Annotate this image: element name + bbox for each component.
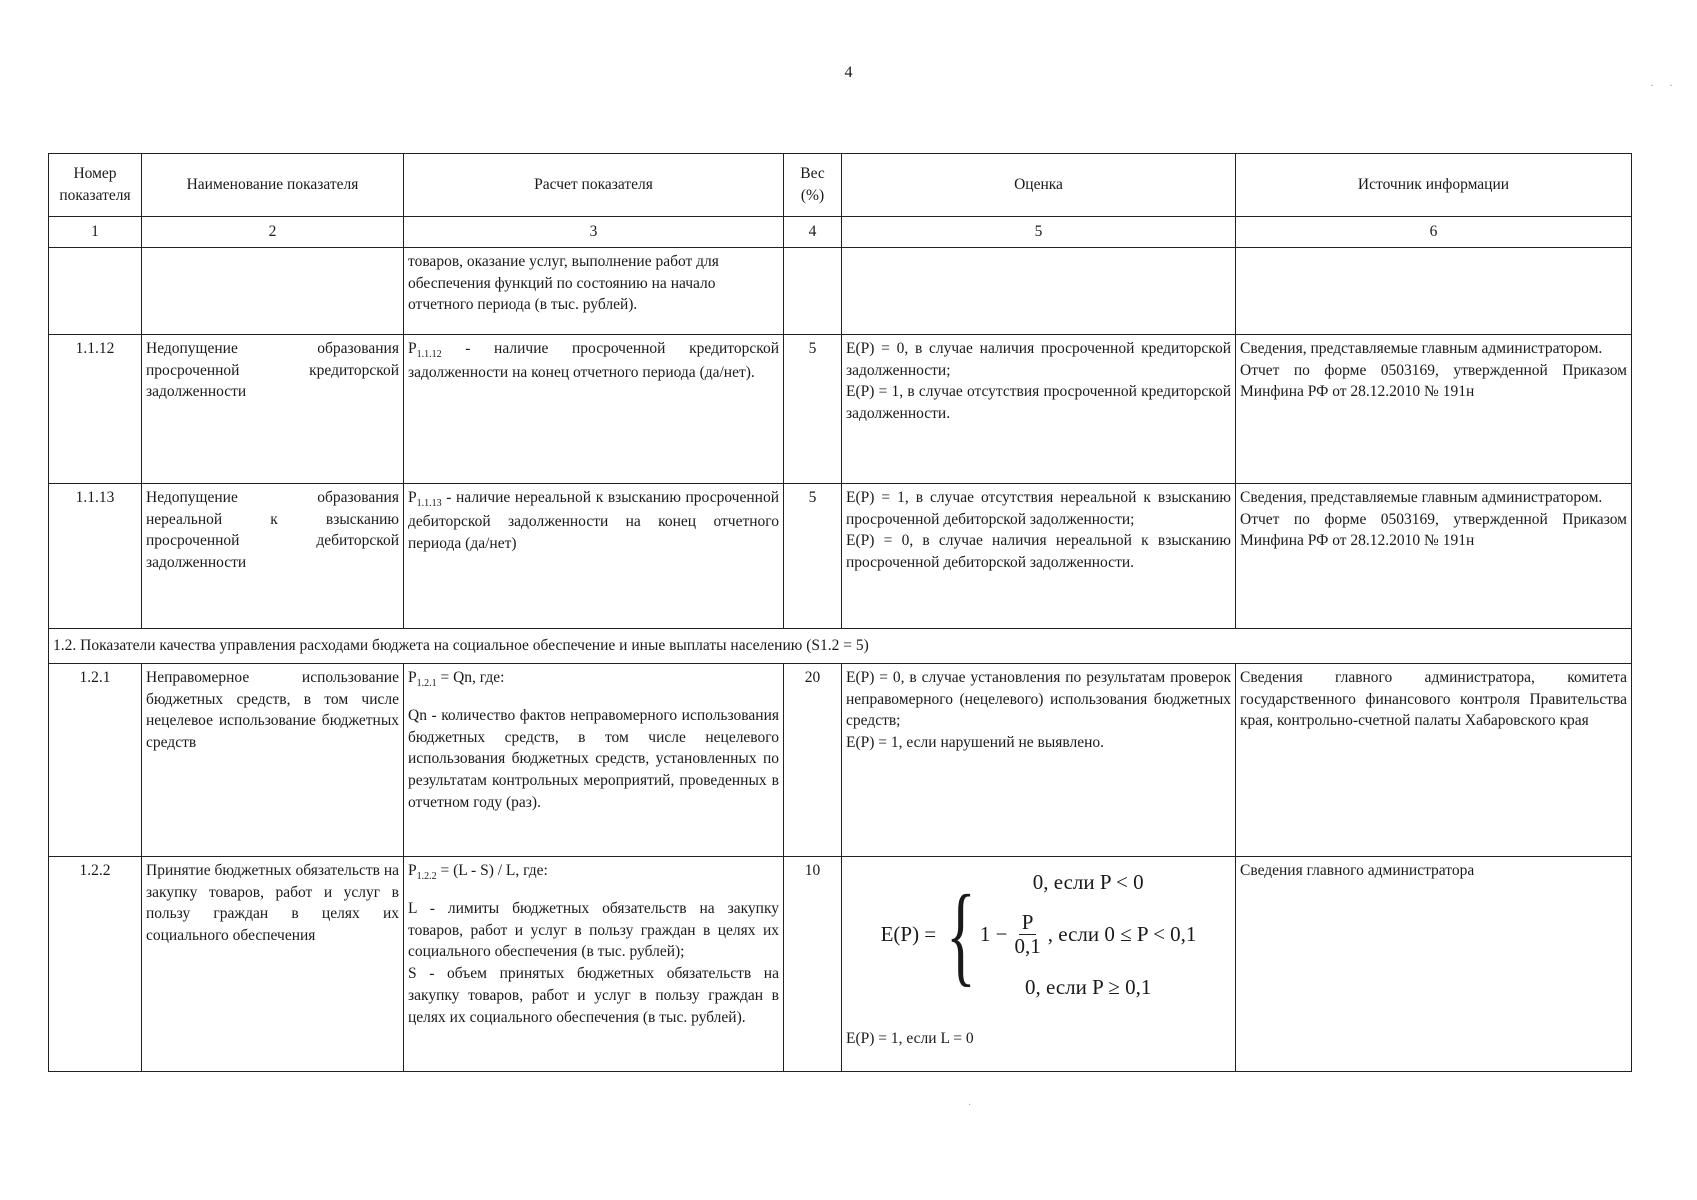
table-row: [49, 664, 1632, 857]
column-number: 4: [784, 217, 842, 248]
calc-subscript: 1.1.12: [416, 349, 442, 361]
source-text: Сведения главного администратора: [1236, 857, 1632, 1072]
formula-case: 0, если P ≥ 0,1: [1025, 974, 1152, 999]
source-cell: [1236, 335, 1632, 484]
scan-artifact: · ·: [1650, 78, 1679, 92]
assessment-cell: [842, 664, 1236, 857]
column-number: 2: [142, 217, 404, 248]
indicator-number: 1.1.12: [49, 335, 142, 484]
assessment-cell: [842, 248, 1236, 335]
table-header-row: [49, 154, 1632, 217]
indicator-number: 1.1.13: [49, 484, 142, 629]
calculation-cell: [404, 664, 784, 857]
indicator-name: Недопущение образования нереальной к взысканию просроченной дебиторской задолженности: [142, 484, 404, 629]
indicator-number: 1.2.2: [49, 857, 142, 1072]
formula-text: = (L - S) / L, где:: [436, 862, 548, 879]
calculation-text: отчетного периода (в тыс. рублей).: [408, 296, 638, 314]
assessment-text: E(P) = 0, в случае наличия нереальной к взысканию просроченной дебиторской задолженности.: [846, 532, 1231, 572]
indicators-table: [48, 153, 1632, 1072]
calculation-formula: [408, 667, 779, 691]
calculation-formula: [408, 860, 779, 884]
calculation-text: S - объем принятых бюджетных обязательств на закупку товаров, работ и услуг в пользу граждан в целях их социального обеспечения (в тыс. рублей).: [408, 965, 779, 1026]
column-number: 6: [1236, 217, 1632, 248]
column-number: 3: [404, 217, 784, 248]
formula-cases: [980, 868, 1197, 1002]
header-calculation: Расчет показателя: [404, 154, 784, 217]
scan-artifact: ·: [968, 1100, 972, 1111]
formula-lhs: E(P) =: [880, 922, 937, 947]
calculation-text: товаров, оказание услуг, выполнение работ для: [408, 253, 719, 270]
formula-text: = Qn, где:: [436, 669, 505, 686]
source-text: Сведения главного администратора, комитета государственного финансового контроля Правительства края, контрольно-счетной палаты Хабаровского края: [1236, 664, 1632, 857]
header-weight: Вес (%): [784, 154, 842, 217]
case-prefix: 1 −: [979, 922, 1008, 947]
number-cell: [49, 248, 142, 335]
calculation-cell: [404, 335, 784, 484]
calculation-cell: [404, 248, 784, 335]
table-row: [49, 335, 1632, 484]
calc-subscript: 1.1.13: [416, 498, 442, 510]
assessment-cell: [842, 484, 1236, 629]
assessment-text: E(P) = 0, в случае установления по результатам проверок неправомерного (нецелевого) использования бюджетных средств;: [846, 669, 1231, 730]
fraction-denominator: 0,1: [1014, 934, 1041, 959]
header-number: Номер показателя: [49, 154, 142, 217]
table-row: [49, 484, 1632, 629]
indicator-name: Неправомерное использование бюджетных средств, в том числе нецелевое использование бюджетных средств: [142, 664, 404, 857]
formula-variable: P: [408, 669, 417, 686]
source-text: Сведения, представляемые главным администратором.: [1240, 340, 1603, 357]
calc-variable: P: [408, 340, 417, 357]
formula-variable: P: [408, 862, 417, 879]
source-text: Отчет по форме 0503169, утвержденной Приказом Минфина РФ от 28.12.2010 № 191н: [1240, 510, 1627, 550]
header-source: Источник информации: [1236, 154, 1632, 217]
left-brace: {: [946, 872, 976, 997]
fraction-numerator: P: [1019, 911, 1037, 935]
calculation-text: - наличие нереальной к взысканию просроченной дебиторской задолженности на конец отчетного периода (да/нет): [408, 489, 779, 552]
table-row: [49, 857, 1632, 1072]
indicator-name: Недопущение образования просроченной кредиторской задолженности: [142, 335, 404, 484]
calculation-text: Qn - количество фактов неправомерного использования бюджетных средств, в том числе нецелевого использования бюджетных средств, установленных по результатам контрольных мероприятий, проведенных в отчетном году (раз).: [408, 707, 779, 811]
formula-subscript: 1.2.1: [416, 678, 437, 690]
fraction: [1012, 911, 1044, 958]
calculation-cell: [404, 857, 784, 1072]
table-row: [49, 248, 1632, 335]
column-number: 1: [49, 217, 142, 248]
source-text: Отчет по форме 0503169, утвержденной Приказом Минфина РФ от 28.12.2010 № 191н: [1240, 361, 1627, 401]
column-number-row: [49, 217, 1632, 248]
name-cell: [142, 248, 404, 335]
section-row: [49, 629, 1632, 664]
assessment-text: E(P) = 1, в случае отсутствия просроченной кредиторской задолженности.: [846, 383, 1231, 423]
formula-case: [980, 911, 1197, 958]
calculation-text: обеспечения функций по состоянию на начало: [408, 274, 716, 292]
assessment-cell: [842, 857, 1236, 1072]
indicator-weight: 5: [784, 484, 842, 629]
source-text: Сведения, представляемые главным администратором.: [1240, 489, 1603, 506]
header-name: Наименование показателя: [142, 154, 404, 217]
calculation-text: - наличие просроченной кредиторской задолженности на конец отчетного периода (да/нет).: [408, 340, 779, 382]
weight-cell: [784, 248, 842, 335]
header-assessment: Оценка: [842, 154, 1236, 217]
formula-case: 0, если P < 0: [1032, 870, 1144, 894]
indicator-weight: 5: [784, 335, 842, 484]
source-cell: [1236, 484, 1632, 629]
assessment-cell: [842, 335, 1236, 484]
page-number: 4: [844, 64, 853, 81]
assessment-text: E(P) = 1, если L = 0: [846, 1029, 974, 1047]
assessment-text: E(P) = 1, если нарушений не выявлено.: [846, 734, 1105, 752]
indicator-name: Принятие бюджетных обязательств на закупку товаров, работ и услуг в пользу граждан в целях их социального обеспечения: [142, 857, 404, 1072]
indicator-weight: 10: [784, 857, 842, 1072]
assessment-text: E(P) = 1, в случае отсутствия нереальной к взысканию просроченной дебиторской задолженности;: [846, 489, 1231, 528]
source-cell: [1236, 248, 1632, 335]
formula-subscript: 1.2.2: [416, 871, 437, 883]
indicator-weight: 20: [784, 664, 842, 857]
assessment-text: E(P) = 0, в случае наличия просроченной кредиторской задолженности;: [846, 340, 1231, 379]
calculation-text: L - лимиты бюджетных обязательств на закупку товаров, работ и услуг в пользу граждан в целях их социального обеспечения (в тыс. рублей);: [408, 900, 779, 961]
column-number: 5: [842, 217, 1236, 248]
calc-variable: P: [408, 489, 417, 506]
indicator-number: 1.2.1: [49, 664, 142, 857]
section-title: 1.2. Показатели качества управления расходами бюджета на социальное обеспечение и иные выплаты населению (S1.2 = 5): [49, 629, 1632, 664]
case-suffix: , если 0 ≤ P < 0,1: [1047, 922, 1197, 947]
piecewise-formula: [846, 868, 1231, 1002]
calculation-cell: [404, 484, 784, 629]
